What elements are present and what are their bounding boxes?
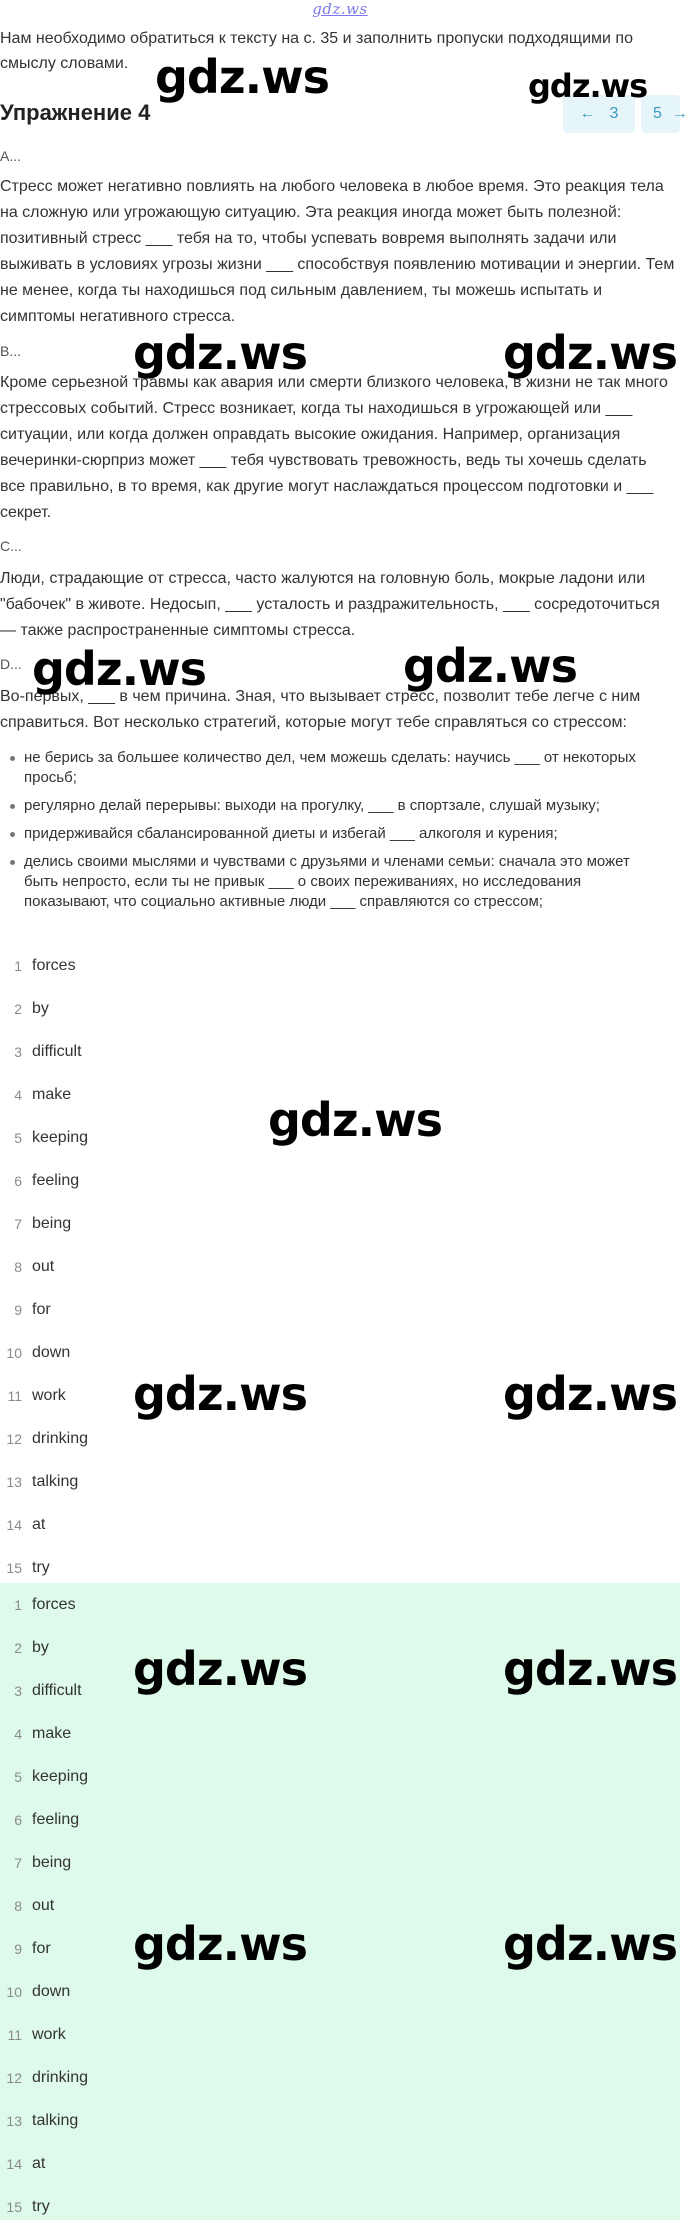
answer-row	[0, 1927, 680, 1970]
list-item	[0, 1030, 680, 1073]
watermark: gdz.ws	[503, 1367, 677, 1421]
site-logo[interactable]: gdz.ws	[312, 0, 368, 18]
item-word: keeping	[32, 1128, 89, 1146]
answer-list	[0, 1583, 680, 2220]
answer-row	[0, 1798, 680, 1841]
bullet-icon	[10, 860, 15, 865]
item-word: by	[32, 999, 49, 1017]
item-number: 15	[6, 1559, 22, 1576]
item-number: 14	[6, 1516, 22, 1533]
answer-row	[0, 1583, 680, 1626]
answer-row	[0, 2099, 680, 2142]
list-item-text: делись своими мыслями и чувствами с друзьями и членами семьи: сначала это может быть непросто, если ты не привык ___ о своих переживаниях, но исследования показывают, что социально активные люди ___ справляются со стрессом;	[24, 853, 630, 910]
answer-word: for	[32, 1939, 51, 1957]
list-item	[0, 824, 660, 844]
list-item	[0, 987, 680, 1030]
paragraph-text: Стресс может негативно повлиять на любого человека в любое время. Это реакция тела на сложную или угрожающую ситуацию. Эта реакция иногда может быть полезной: позитивный стресс ___ тебя на то, чтобы успевать вовремя выполнять задачи или выживать в условиях угрозы жизни ___ способствуя появлению мотивации и энергии. Тем не менее, когда ты находишься под сильным давлением, ты можешь испытать и симптомы негативного стресса.	[0, 178, 675, 325]
item-number: 2	[14, 1639, 22, 1656]
item-word: being	[32, 1214, 72, 1232]
answer-word: difficult	[32, 1681, 82, 1699]
item-number: 7	[14, 1215, 22, 1232]
answer-row	[0, 1669, 680, 1712]
item-number: 1	[14, 957, 22, 974]
list-item	[0, 852, 660, 912]
list-item	[0, 944, 680, 987]
answer-word: out	[32, 1896, 55, 1914]
item-number: 8	[14, 1258, 22, 1275]
item-number: 10	[6, 1983, 22, 2000]
answer-row	[0, 2013, 680, 2056]
list-item	[0, 1202, 680, 1245]
next-exercise-number: 5	[653, 105, 662, 122]
paragraph-letter: A...	[0, 148, 22, 164]
prev-exercise-number: 3	[609, 105, 619, 122]
list-item	[0, 1460, 680, 1503]
item-number: 10	[6, 1344, 22, 1361]
bullet-icon	[10, 756, 15, 761]
item-word: at	[32, 1515, 46, 1533]
answer-word: keeping	[32, 1767, 89, 1785]
answer-row	[0, 1884, 680, 1927]
answer-row	[0, 1712, 680, 1755]
list-item-text: придерживайся сбалансированной диеты и избегай ___ алкоголя и курения;	[24, 825, 558, 842]
item-number: 5	[14, 1768, 22, 1785]
list-item	[0, 1073, 680, 1116]
item-number: 6	[14, 1811, 22, 1828]
intro-text: Нам необходимо обратиться к тексту на с. 35 и заполнить пропуски подходящими по смыслу словами.	[0, 30, 633, 72]
item-word: talking	[32, 1472, 79, 1490]
list-item	[0, 1245, 680, 1288]
item-number: 7	[14, 1854, 22, 1871]
word-list	[0, 944, 680, 1589]
item-word: work	[32, 1386, 66, 1404]
exercise-title: Упражнение 4	[0, 100, 151, 125]
item-word: down	[32, 1343, 71, 1361]
item-number: 13	[6, 2112, 22, 2129]
answer-row	[0, 2185, 680, 2228]
prev-exercise-button[interactable]	[563, 95, 635, 133]
watermark: gdz.ws	[503, 1917, 677, 1971]
item-number: 11	[7, 2026, 22, 2043]
watermark: gdz.ws	[133, 1642, 307, 1696]
list-item	[0, 796, 660, 816]
answer-row	[0, 1755, 680, 1798]
item-number: 5	[14, 1129, 22, 1146]
paragraph-text: Во-первых, ___ в чем причина. Зная, что вызывает стресс, позволит тебе легче с ним справиться. Вот несколько стратегий, которые могут тебе справляться со стрессом:	[0, 688, 641, 731]
answer-word: feeling	[32, 1810, 80, 1828]
answer-word: try	[32, 2197, 50, 2215]
item-word: out	[32, 1257, 55, 1275]
watermark: gdz.ws	[503, 326, 677, 380]
list-item-text: регулярно делай перерывы: выходи на прогулку, ___ в спортзале, слушай музыку;	[24, 797, 600, 814]
item-number: 12	[6, 1430, 22, 1447]
item-number: 3	[14, 1682, 22, 1699]
item-number: 2	[14, 1000, 22, 1017]
item-number: 6	[14, 1172, 22, 1189]
list-item	[0, 1417, 680, 1460]
item-number: 3	[14, 1043, 22, 1060]
paragraph-letter: C...	[0, 538, 22, 554]
paragraph-text: Кроме серьезной травмы как авария или смерти близкого человека, в жизни не так много стрессовых событий. Стресс возникает, когда ты находишься в угрожающей или ___ ситуации, или когда должен оправдать высокие ожидания. Например, организация вечеринки-сюрприз может ___ тебя чувствовать тревожность, ведь ты хочешь сделать все правильно, в то время, как другие могут наслаждаться процессом подготовки и ___ секрет.	[0, 374, 668, 521]
list-item	[0, 1159, 680, 1202]
answer-word: down	[32, 1982, 71, 2000]
item-word: make	[32, 1085, 72, 1103]
item-number: 4	[14, 1725, 22, 1742]
answer-word: work	[32, 2025, 66, 2043]
item-number: 13	[6, 1473, 22, 1490]
watermark: gdz.ws	[133, 1917, 307, 1971]
item-word: forces	[32, 956, 76, 974]
watermark: gdz.ws	[268, 1093, 442, 1147]
list-item-text: не берись за большее количество дел, чем можешь сделать: научись ___ от некоторых просьб;	[24, 749, 636, 786]
strategy-list	[0, 748, 660, 920]
answer-word: at	[32, 2154, 46, 2172]
answer-word: being	[32, 1853, 72, 1871]
answer-row	[0, 1970, 680, 2013]
list-item	[0, 1503, 680, 1546]
answer-row	[0, 2056, 680, 2099]
item-number: 11	[7, 1387, 22, 1404]
next-exercise-button[interactable]	[641, 95, 688, 133]
list-item	[0, 748, 660, 788]
paragraph-letter: B...	[0, 343, 22, 359]
item-number: 12	[6, 2069, 22, 2086]
paragraph-text: Люди, страдающие от стресса, часто жалуются на головную боль, мокрые ладони или "бабочек" в животе. Недосып, ___ усталость и раздражительность, ___ сосредоточиться — также распространенные симптомы стресса.	[0, 570, 660, 639]
list-item	[0, 1331, 680, 1374]
answer-row	[0, 2142, 680, 2185]
answer-row	[0, 1841, 680, 1884]
item-number: 15	[6, 2198, 22, 2215]
item-word: drinking	[32, 1429, 89, 1447]
answer-word: make	[32, 1724, 72, 1742]
paragraph-letter: D...	[0, 656, 22, 672]
item-number: 4	[14, 1086, 22, 1103]
watermark: gdz.ws	[155, 50, 329, 104]
answer-row	[0, 1626, 680, 1669]
watermark: gdz.ws	[133, 326, 307, 380]
answer-word: by	[32, 1638, 49, 1656]
item-word: feeling	[32, 1171, 80, 1189]
list-item	[0, 1374, 680, 1417]
item-number: 14	[6, 2155, 22, 2172]
item-word: for	[32, 1300, 51, 1318]
item-number: 9	[14, 1940, 22, 1957]
list-item	[0, 1288, 680, 1331]
list-item	[0, 1116, 680, 1159]
bullet-icon	[10, 804, 15, 809]
watermark: gdz.ws	[133, 1367, 307, 1421]
watermark: gdz.ws	[32, 642, 206, 696]
item-word: try	[32, 1558, 50, 1576]
item-number: 8	[14, 1897, 22, 1914]
bullet-icon	[10, 832, 15, 837]
item-number: 1	[14, 1596, 22, 1613]
item-word: difficult	[32, 1042, 82, 1060]
answer-word: talking	[32, 2111, 79, 2129]
item-number: 9	[14, 1301, 22, 1318]
watermark: gdz.ws	[503, 1642, 677, 1696]
arrow-right-icon: →	[671, 105, 688, 122]
watermark: gdz.ws	[528, 67, 648, 105]
answer-word: drinking	[32, 2068, 89, 2086]
answer-word: forces	[32, 1595, 76, 1613]
arrow-left-icon: ←	[579, 105, 596, 122]
watermark: gdz.ws	[403, 639, 577, 693]
